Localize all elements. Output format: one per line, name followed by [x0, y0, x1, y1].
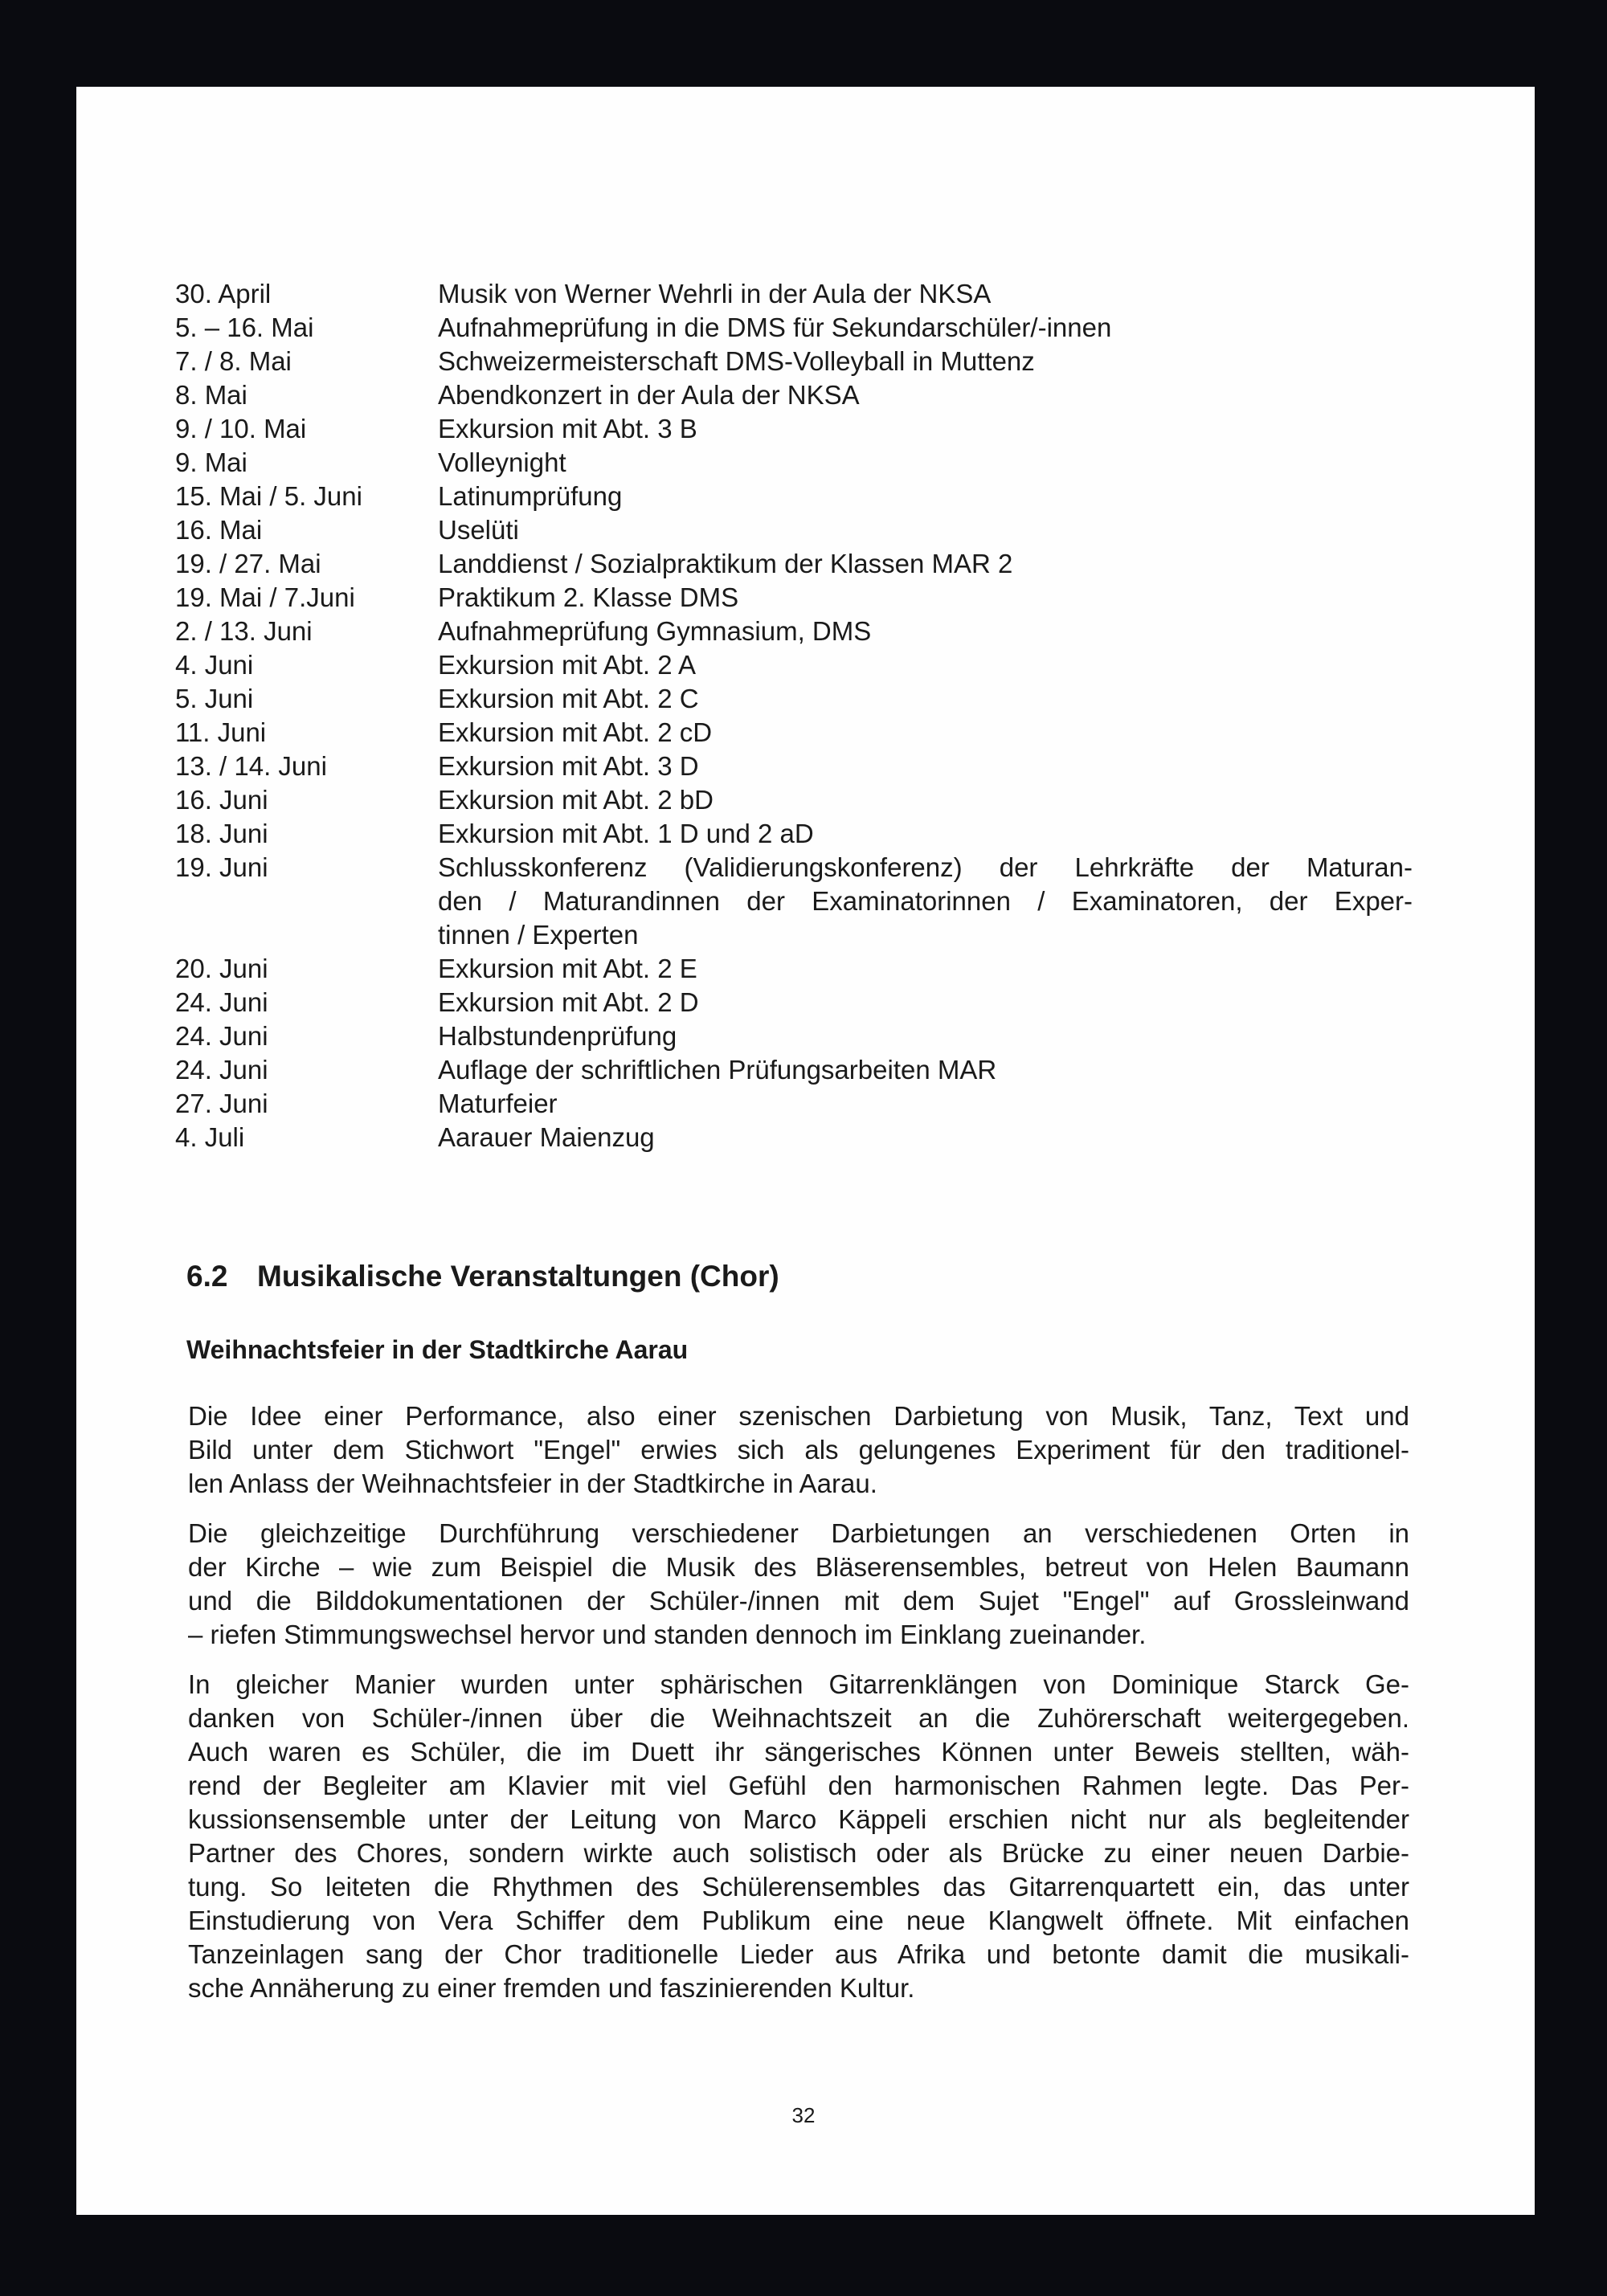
description-line: Latinumprüfung [438, 481, 623, 511]
event-description [438, 615, 1413, 648]
paragraph-line: Die gleichzeitige Durchführung verschiedener Darbietungen an verschiedenen Orten in [188, 1518, 1409, 1548]
description-line: Volleynight [438, 447, 566, 477]
event-description [438, 682, 1413, 716]
event-date: 19. Juni [175, 852, 268, 882]
event-description [438, 783, 1413, 817]
event-description [438, 345, 1413, 378]
paragraph-line: kussionsensemble unter der Leitung von Marco Käppeli erschien nicht nur als begleitender [188, 1804, 1409, 1834]
schedule-row [175, 345, 1413, 378]
event-description [438, 851, 1413, 952]
schedule-row [175, 1019, 1413, 1053]
event-date: 30. April [175, 279, 272, 308]
schedule-row [175, 648, 1413, 682]
paragraph-line: Partner des Chores, sondern wirkte auch solistisch oder als Brücke zu einer neuen Darbie- [188, 1838, 1409, 1868]
event-description [438, 547, 1413, 581]
schedule-row [175, 817, 1413, 851]
event-date: 16. Mai [175, 515, 263, 545]
description-line: Auflage der schriftlichen Prüfungsarbeiten MAR [438, 1055, 997, 1085]
description-line: Landdienst / Sozialpraktikum der Klassen MAR 2 [438, 549, 1013, 578]
schedule-row [175, 851, 1413, 952]
event-date: 24. Juni [175, 1021, 268, 1051]
event-date: 15. Mai / 5. Juni [175, 481, 362, 511]
section-title: Musikalische Veranstaltungen (Chor) [257, 1260, 779, 1293]
event-date: 24. Juni [175, 987, 268, 1017]
event-description [438, 648, 1413, 682]
event-date: 4. Juli [175, 1122, 245, 1152]
description-line: Musik von Werner Wehrli in der Aula der NKSA [438, 279, 992, 308]
description-line: Uselüti [438, 515, 519, 545]
schedule-row [175, 581, 1413, 615]
description-line: den / Maturandinnen der Examinatorinnen / Examinatoren, der Exper- [438, 886, 1413, 916]
schedule-row [175, 277, 1413, 311]
paragraph-line: Einstudierung von Vera Schiffer dem Publikum eine neue Klangwelt öffnete. Mit einfachen [188, 1906, 1409, 1935]
paragraph [188, 1517, 1409, 1652]
subsection-heading: Weihnachtsfeier in der Stadtkirche Aarau [186, 1335, 689, 1364]
paragraph-line: – riefen Stimmungswechsel hervor und standen dennoch im Einklang zueinander. [188, 1620, 1147, 1649]
event-date: 4. Juni [175, 650, 254, 680]
event-description [438, 750, 1413, 783]
paragraph-line: Auch waren es Schüler, die im Duett ihr sängerisches Können unter Beweis stellten, wäh- [188, 1737, 1409, 1767]
paragraph-line: Die Idee einer Performance, also einer szenischen Darbietung von Musik, Tanz, Text und [188, 1401, 1409, 1431]
event-description [438, 412, 1413, 446]
event-description [438, 1019, 1413, 1053]
description-line: Exkursion mit Abt. 3 B [438, 414, 697, 443]
event-date: 18. Juni [175, 819, 268, 848]
event-description [438, 986, 1413, 1019]
description-line: Praktikum 2. Klasse DMS [438, 582, 739, 612]
description-line: Exkursion mit Abt. 2 bD [438, 785, 714, 815]
event-description [438, 311, 1413, 345]
event-date: 9. Mai [175, 447, 247, 477]
description-line: Exkursion mit Abt. 3 D [438, 751, 699, 781]
description-line: Aufnahmeprüfung Gymnasium, DMS [438, 616, 872, 646]
description-line: Exkursion mit Abt. 2 cD [438, 717, 713, 747]
schedule-row [175, 1053, 1413, 1087]
body-text [188, 1399, 1409, 2021]
description-line: Abendkonzert in der Aula der NKSA [438, 380, 860, 410]
event-description [438, 513, 1413, 547]
event-date: 11. Juni [175, 717, 267, 747]
paragraph-line: und die Bilddokumentationen der Schüler-/innen mit dem Sujet "Engel" auf Grossleinwand [188, 1586, 1409, 1616]
description-line: Exkursion mit Abt. 2 E [438, 954, 697, 983]
description-line: Schweizermeisterschaft DMS-Volleyball in Muttenz [438, 346, 1035, 376]
section-heading [186, 1260, 779, 1293]
event-date: 19. / 27. Mai [175, 549, 321, 578]
schedule-row [175, 311, 1413, 345]
event-description [438, 378, 1413, 412]
event-schedule [175, 277, 1413, 1154]
description-line: Exkursion mit Abt. 2 C [438, 684, 699, 713]
paragraph-line: In gleicher Manier wurden unter sphärischen Gitarrenklängen von Dominique Starck Ge- [188, 1669, 1409, 1699]
schedule-row [175, 716, 1413, 750]
paragraph [188, 1399, 1409, 1501]
paragraph-line: Bild unter dem Stichwort "Engel" erwies sich als gelungenes Experiment für den traditionel- [188, 1435, 1409, 1465]
schedule-row [175, 952, 1413, 986]
paragraph [188, 1668, 1409, 2005]
schedule-row [175, 446, 1413, 480]
schedule-row [175, 750, 1413, 783]
description-line: Halbstundenprüfung [438, 1021, 677, 1051]
description-line: Schlusskonferenz (Validierungskonferenz) der Lehrkräfte der Maturan- [438, 852, 1413, 882]
event-description [438, 446, 1413, 480]
event-description [438, 480, 1413, 513]
description-line: Exkursion mit Abt. 2 D [438, 987, 699, 1017]
section-number: 6.2 [186, 1260, 228, 1293]
paragraph-line: Tanzeinlagen sang der Chor traditionelle Lieder aus Afrika und betonte damit die musikali- [188, 1939, 1409, 1969]
schedule-row [175, 986, 1413, 1019]
paragraph-line: tung. So leiteten die Rhythmen des Schülerensembles das Gitarrenquartett ein, das unter [188, 1872, 1409, 1902]
event-description [438, 581, 1413, 615]
schedule-row [175, 615, 1413, 648]
event-date: 19. Mai / 7.Juni [175, 582, 355, 612]
schedule-row [175, 412, 1413, 446]
event-description [438, 1053, 1413, 1087]
event-date: 20. Juni [175, 954, 268, 983]
schedule-row [175, 547, 1413, 581]
paragraph-line: der Kirche – wie zum Beispiel die Musik des Bläserensembles, betreut von Helen Baumann [188, 1552, 1409, 1582]
description-line: Exkursion mit Abt. 1 D und 2 aD [438, 819, 814, 848]
description-line: Maturfeier [438, 1089, 558, 1118]
paragraph-line: sche Annäherung zu einer fremden und faszinierenden Kultur. [188, 1973, 915, 2003]
event-date: 24. Juni [175, 1055, 268, 1085]
event-date: 8. Mai [175, 380, 247, 410]
event-description [438, 1121, 1413, 1154]
schedule-row [175, 682, 1413, 716]
event-description [438, 277, 1413, 311]
schedule-row [175, 480, 1413, 513]
event-date: 9. / 10. Mai [175, 414, 307, 443]
description-line: Aufnahmeprüfung in die DMS für Sekundarschüler/-innen [438, 313, 1112, 342]
event-date: 5. – 16. Mai [175, 313, 314, 342]
schedule-row [175, 378, 1413, 412]
paragraph-line: rend der Begleiter am Klavier mit viel Gefühl den harmonischen Rahmen legte. Das Per- [188, 1771, 1409, 1800]
page-number: 32 [791, 2103, 816, 2127]
description-line: Aarauer Maienzug [438, 1122, 655, 1152]
event-description [438, 1087, 1413, 1121]
event-description [438, 952, 1413, 986]
description-line: tinnen / Experten [438, 920, 639, 950]
schedule-row [175, 783, 1413, 817]
event-description [438, 817, 1413, 851]
schedule-row [175, 513, 1413, 547]
schedule-row [175, 1087, 1413, 1121]
event-date: 7. / 8. Mai [175, 346, 292, 376]
event-date: 5. Juni [175, 684, 254, 713]
event-date: 27. Juni [175, 1089, 268, 1118]
schedule-row [175, 1121, 1413, 1154]
paragraph-line: len Anlass der Weihnachtsfeier in der Stadtkirche in Aarau. [188, 1469, 877, 1498]
event-description [438, 716, 1413, 750]
paragraph-line: danken von Schüler-/innen über die Weihnachtszeit an die Zuhörerschaft weitergegeben. [188, 1703, 1409, 1733]
event-date: 2. / 13. Juni [175, 616, 313, 646]
description-line: Exkursion mit Abt. 2 A [438, 650, 696, 680]
event-date: 16. Juni [175, 785, 268, 815]
event-date: 13. / 14. Juni [175, 751, 327, 781]
